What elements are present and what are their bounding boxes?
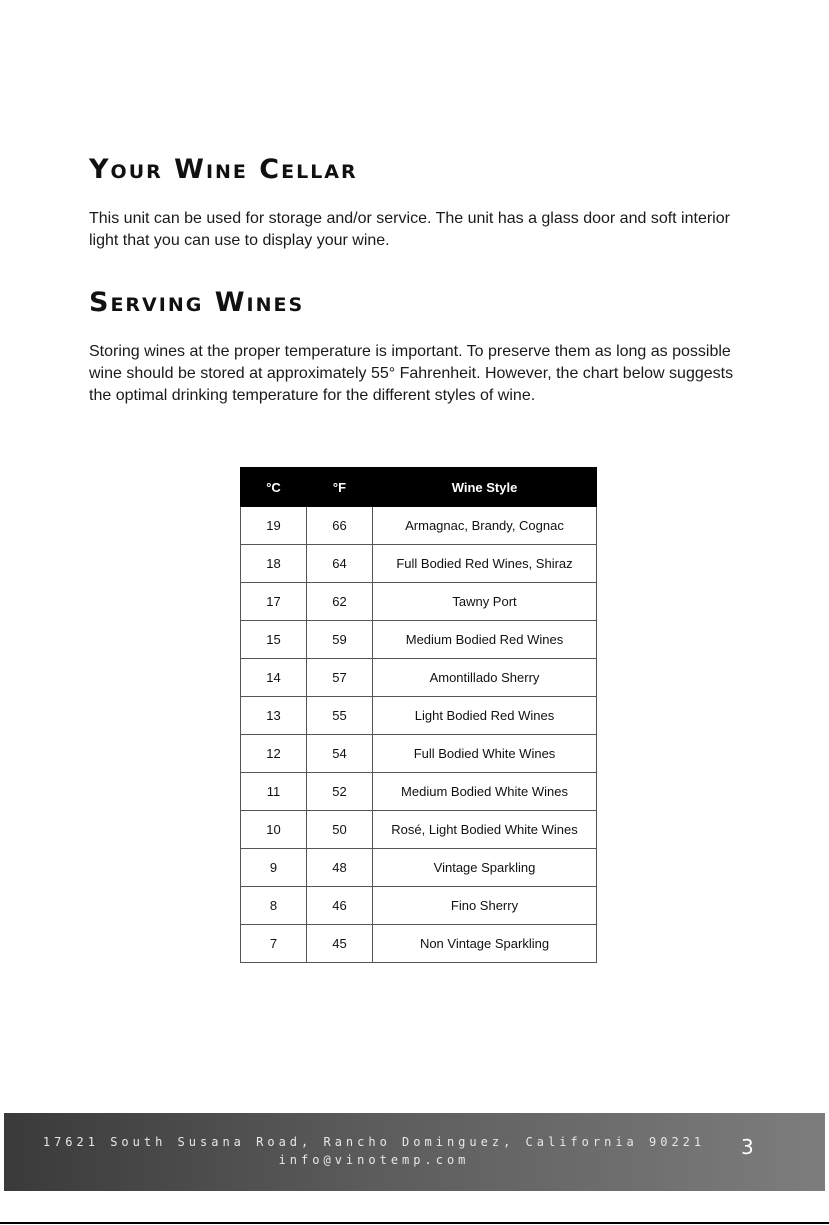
table-row bbox=[241, 621, 597, 659]
table-row bbox=[241, 773, 597, 811]
table-row bbox=[241, 697, 597, 735]
cell-celsius: 17 bbox=[241, 583, 307, 621]
cell-wine-style: Tawny Port bbox=[373, 583, 597, 621]
table-header-row bbox=[241, 468, 597, 507]
cell-wine-style: Fino Sherry bbox=[373, 887, 597, 925]
header-fahrenheit: °F bbox=[307, 468, 373, 507]
table-row bbox=[241, 887, 597, 925]
cell-celsius: 11 bbox=[241, 773, 307, 811]
serving-wines-paragraph: Storing wines at the proper temperature is important. To preserve them as long as possible wine should be stored at approximately 55° Fahrenheit. However, the chart below suggests the optimal drinking temperature for the different styles of wine. bbox=[89, 343, 734, 404]
footer-address: 17621 South Susana Road, Rancho Dominguez, California 90221 bbox=[42, 1135, 706, 1149]
cell-wine-style: Full Bodied Red Wines, Shiraz bbox=[373, 545, 597, 583]
table-row bbox=[241, 811, 597, 849]
cell-celsius: 8 bbox=[241, 887, 307, 925]
table-row bbox=[241, 583, 597, 621]
serving-temperature-table bbox=[240, 467, 597, 963]
cell-celsius: 15 bbox=[241, 621, 307, 659]
cell-wine-style: Amontillado Sherry bbox=[373, 659, 597, 697]
cell-fahrenheit: 45 bbox=[307, 925, 373, 963]
cell-fahrenheit: 46 bbox=[307, 887, 373, 925]
table-row bbox=[241, 545, 597, 583]
table-row bbox=[241, 507, 597, 545]
cell-wine-style: Light Bodied Red Wines bbox=[373, 697, 597, 735]
cell-wine-style: Vintage Sparkling bbox=[373, 849, 597, 887]
wine-cellar-paragraph: This unit can be used for storage and/or service. The unit has a glass door and soft interior light that you can use to display your wine. bbox=[89, 210, 730, 249]
cell-fahrenheit: 57 bbox=[307, 659, 373, 697]
cell-fahrenheit: 52 bbox=[307, 773, 373, 811]
cell-celsius: 14 bbox=[241, 659, 307, 697]
cell-fahrenheit: 50 bbox=[307, 811, 373, 849]
table-row bbox=[241, 849, 597, 887]
table-body bbox=[241, 507, 597, 963]
table-row bbox=[241, 925, 597, 963]
cell-wine-style: Medium Bodied Red Wines bbox=[373, 621, 597, 659]
cell-fahrenheit: 62 bbox=[307, 583, 373, 621]
cell-celsius: 18 bbox=[241, 545, 307, 583]
table-row bbox=[241, 735, 597, 773]
table-row bbox=[241, 659, 597, 697]
cell-fahrenheit: 55 bbox=[307, 697, 373, 735]
cell-wine-style: Medium Bodied White Wines bbox=[373, 773, 597, 811]
footer-email: info@vinotemp.com bbox=[278, 1153, 470, 1167]
cell-wine-style: Armagnac, Brandy, Cognac bbox=[373, 507, 597, 545]
header-celsius: °C bbox=[241, 468, 307, 507]
cell-celsius: 12 bbox=[241, 735, 307, 773]
cell-wine-style: Non Vintage Sparkling bbox=[373, 925, 597, 963]
cell-wine-style: Full Bodied White Wines bbox=[373, 735, 597, 773]
cell-wine-style: Rosé, Light Bodied White Wines bbox=[373, 811, 597, 849]
footer-bar bbox=[4, 1113, 825, 1191]
cell-celsius: 9 bbox=[241, 849, 307, 887]
cell-fahrenheit: 48 bbox=[307, 849, 373, 887]
header-wine-style: Wine Style bbox=[373, 468, 597, 507]
page-number: 3 bbox=[741, 1135, 754, 1159]
section-title-wine-cellar: Your Wine Cellar bbox=[89, 154, 358, 185]
cell-celsius: 13 bbox=[241, 697, 307, 735]
cell-fahrenheit: 66 bbox=[307, 507, 373, 545]
cell-fahrenheit: 64 bbox=[307, 545, 373, 583]
bottom-rule bbox=[0, 1222, 829, 1224]
section-title-serving-wines: Serving Wines bbox=[89, 287, 305, 318]
cell-fahrenheit: 54 bbox=[307, 735, 373, 773]
cell-celsius: 7 bbox=[241, 925, 307, 963]
cell-celsius: 19 bbox=[241, 507, 307, 545]
cell-celsius: 10 bbox=[241, 811, 307, 849]
cell-fahrenheit: 59 bbox=[307, 621, 373, 659]
